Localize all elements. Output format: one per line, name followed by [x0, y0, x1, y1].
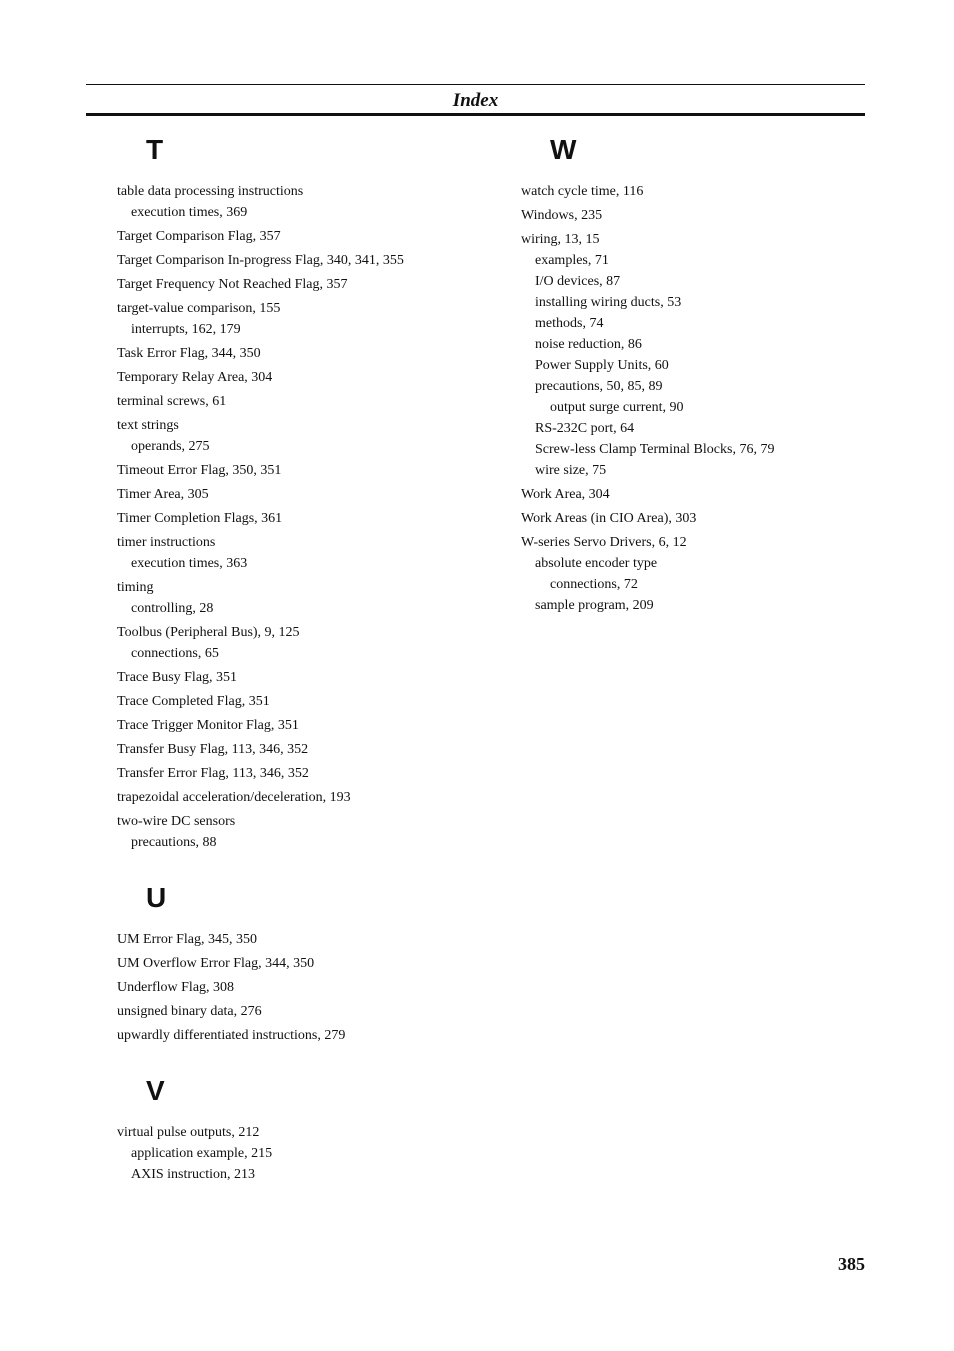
section-letter: V — [146, 1075, 165, 1106]
index-subterm: connections, 72 — [550, 577, 638, 592]
index-term: timer instructions — [117, 535, 216, 550]
index-entry — [117, 715, 497, 736]
index-entry — [117, 787, 497, 808]
index-entry — [117, 415, 497, 457]
index-entry — [117, 739, 497, 760]
index-term: text strings — [117, 418, 179, 433]
index-term: target-value comparison, 155 — [117, 301, 281, 316]
index-subterm: precautions, 88 — [131, 835, 217, 850]
index-subterm: RS-232C port, 64 — [535, 421, 635, 436]
index-subterm: Power Supply Units, 60 — [535, 358, 669, 373]
index-subterm: interrupts, 162, 179 — [131, 322, 241, 337]
index-term: Target Comparison In-progress Flag, 340, 341, 355 — [117, 253, 404, 268]
index-term: Task Error Flag, 344, 350 — [117, 346, 261, 361]
index-entry — [117, 929, 497, 950]
index-entry — [117, 343, 497, 364]
index-entry — [117, 508, 497, 529]
index-entry — [117, 953, 497, 974]
index-term: Timer Area, 305 — [117, 487, 209, 502]
index-term: virtual pulse outputs, 212 — [117, 1125, 260, 1140]
index-entry — [117, 532, 497, 574]
index-term: Windows, 235 — [521, 208, 603, 223]
index-term: UM Error Flag, 345, 350 — [117, 932, 257, 947]
page-number: 385 — [838, 1254, 865, 1274]
index-term: watch cycle time, 116 — [521, 184, 644, 199]
section-letter: U — [146, 882, 167, 913]
index-column-right — [521, 133, 901, 619]
index-entry — [117, 298, 497, 340]
index-term: terminal screws, 61 — [117, 394, 227, 409]
index-term: Trace Busy Flag, 351 — [117, 670, 238, 685]
index-section-u — [117, 881, 497, 1046]
index-entry — [117, 484, 497, 505]
index-subterm: connections, 65 — [131, 646, 219, 661]
index-term: Trace Completed Flag, 351 — [117, 694, 270, 709]
index-subterm: installing wiring ducts, 53 — [535, 295, 682, 310]
index-entry — [117, 181, 497, 223]
index-term: Target Comparison Flag, 357 — [117, 229, 281, 244]
header-rule-bottom — [86, 113, 865, 116]
index-term: Toolbus (Peripheral Bus), 9, 125 — [117, 625, 300, 640]
index-term: Underflow Flag, 308 — [117, 980, 235, 995]
index-entry — [117, 977, 497, 998]
index-section-w — [521, 133, 901, 616]
index-section-v — [117, 1074, 497, 1185]
section-letter: T — [146, 134, 164, 165]
section-letter: W — [550, 134, 577, 165]
index-entry — [117, 811, 497, 853]
index-entry — [117, 460, 497, 481]
index-subterm: sample program, 209 — [535, 598, 654, 613]
index-entry — [117, 367, 497, 388]
index-term: Work Area, 304 — [521, 487, 610, 502]
index-term: Timer Completion Flags, 361 — [117, 511, 283, 526]
index-term: W-series Servo Drivers, 6, 12 — [521, 535, 687, 550]
index-subterm: noise reduction, 86 — [535, 337, 642, 352]
index-term: table data processing instructions — [117, 184, 304, 199]
index-entry — [521, 484, 901, 505]
index-subterm: execution times, 369 — [131, 205, 248, 220]
index-entry — [117, 250, 497, 271]
index-term: Transfer Busy Flag, 113, 346, 352 — [117, 742, 309, 757]
index-entry — [117, 226, 497, 247]
index-subterm: examples, 71 — [535, 253, 609, 268]
index-entry — [117, 763, 497, 784]
index-entry — [521, 508, 901, 529]
index-term: UM Overflow Error Flag, 344, 350 — [117, 956, 315, 971]
index-term: Trace Trigger Monitor Flag, 351 — [117, 718, 299, 733]
index-entry — [117, 622, 497, 664]
index-term: Work Areas (in CIO Area), 303 — [521, 511, 697, 526]
index-entry — [117, 577, 497, 619]
index-subterm: wire size, 75 — [535, 463, 607, 478]
index-subterm: Screw-less Clamp Terminal Blocks, 76, 79 — [535, 442, 775, 457]
index-entry — [117, 274, 497, 295]
index-entry — [521, 229, 901, 481]
index-subterm: execution times, 363 — [131, 556, 248, 571]
index-column-left — [117, 133, 497, 1188]
index-entry — [521, 532, 901, 616]
index-subterm: absolute encoder type — [535, 556, 658, 571]
index-subterm: precautions, 50, 85, 89 — [535, 379, 663, 394]
index-entry — [117, 667, 497, 688]
index-subterm: operands, 275 — [131, 439, 210, 454]
index-term: Timeout Error Flag, 350, 351 — [117, 463, 282, 478]
header-rule-top — [86, 84, 865, 85]
index-entry — [117, 391, 497, 412]
index-subterm: controlling, 28 — [131, 601, 214, 616]
index-section-t — [117, 133, 497, 853]
index-term: Temporary Relay Area, 304 — [117, 370, 273, 385]
index-subterm: application example, 215 — [131, 1146, 273, 1161]
index-term: unsigned binary data, 276 — [117, 1004, 262, 1019]
index-entry — [117, 1001, 497, 1022]
index-entry — [117, 1122, 497, 1185]
index-subterm: output surge current, 90 — [550, 400, 684, 415]
index-term: trapezoidal acceleration/deceleration, 193 — [117, 790, 351, 805]
index-term: Target Frequency Not Reached Flag, 357 — [117, 277, 348, 292]
index-term: two-wire DC sensors — [117, 814, 236, 829]
running-header-title: Index — [452, 90, 499, 111]
index-subterm: I/O devices, 87 — [535, 274, 621, 289]
index-term: timing — [117, 580, 154, 595]
index-term: upwardly differentiated instructions, 279 — [117, 1028, 346, 1043]
index-subterm: AXIS instruction, 213 — [131, 1167, 256, 1182]
index-entry — [521, 181, 901, 202]
index-subterm: methods, 74 — [535, 316, 604, 331]
index-entry — [117, 1025, 497, 1046]
index-entry — [521, 205, 901, 226]
index-term: Transfer Error Flag, 113, 346, 352 — [117, 766, 309, 781]
index-term: wiring, 13, 15 — [521, 232, 600, 247]
index-entry — [117, 691, 497, 712]
